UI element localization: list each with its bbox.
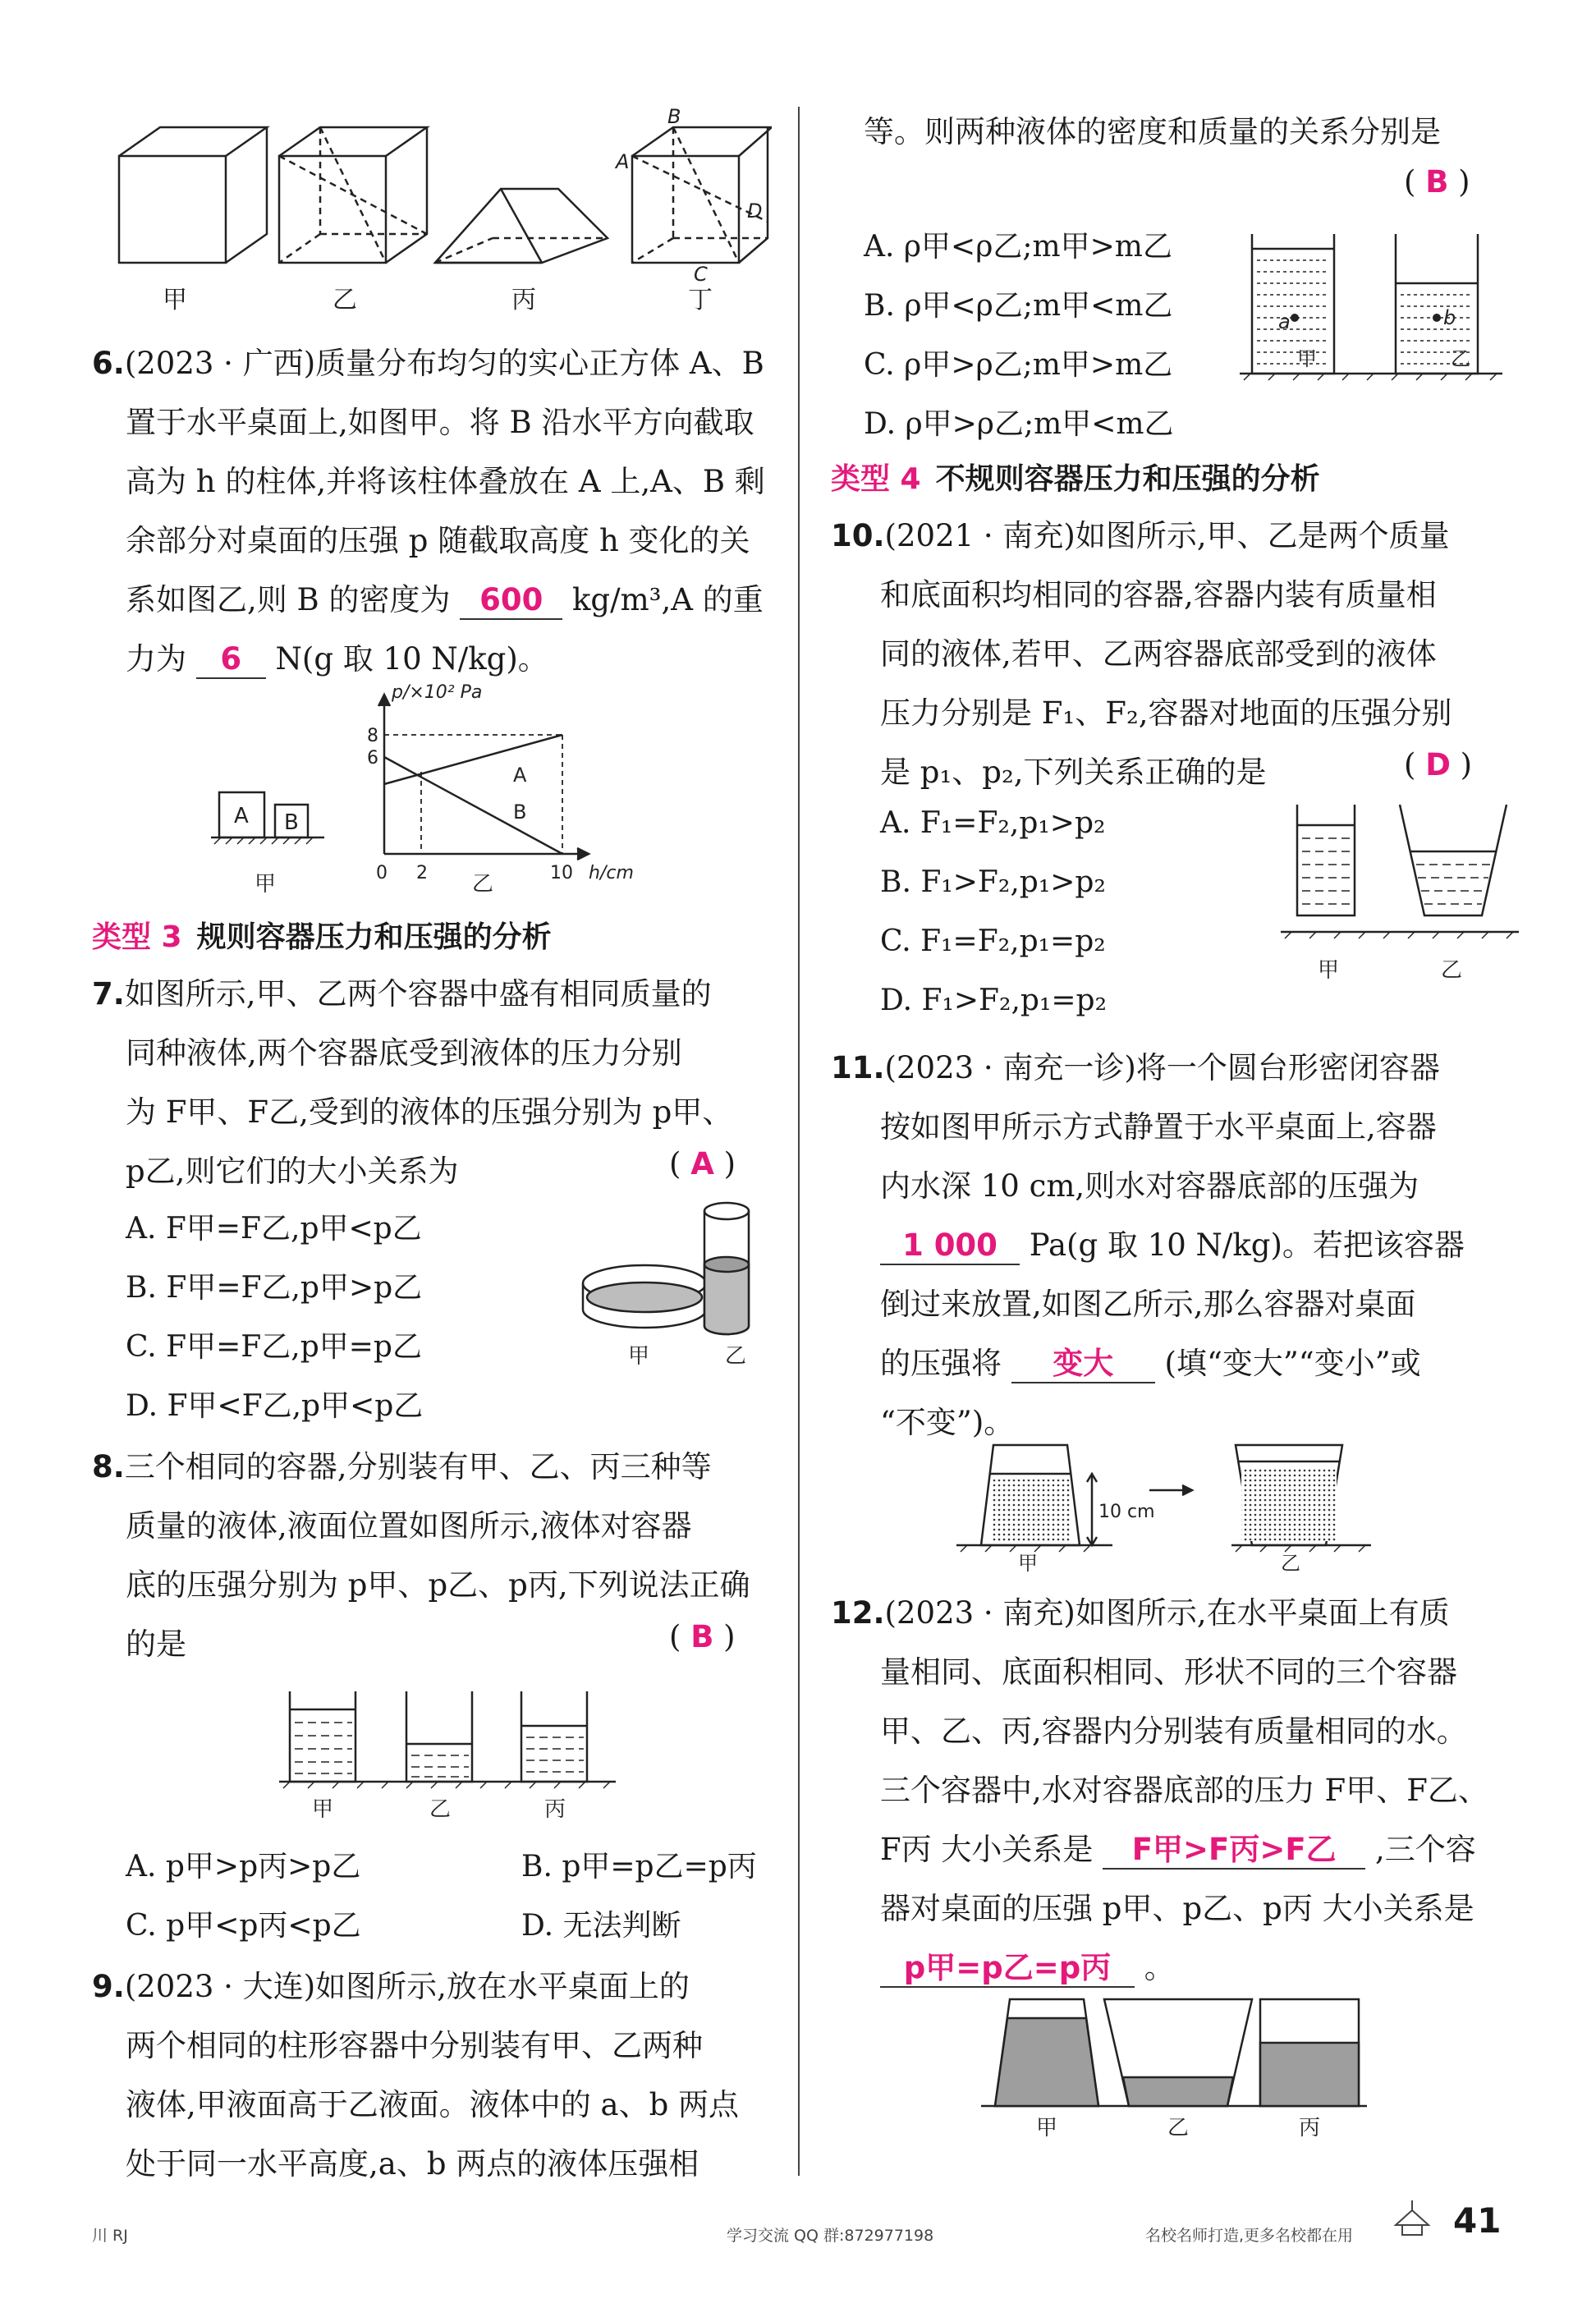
q11-line-6: [880, 1338, 1421, 1383]
q11-caption-yi: 乙: [1281, 1552, 1300, 1572]
q11-text-6a: 的压强将: [880, 1346, 1002, 1381]
q9-choice-d: D. ρ甲>ρ乙;m甲<m乙: [864, 407, 1174, 441]
q6-answer-weight: 6: [196, 641, 266, 679]
q9-point-a: a: [1278, 310, 1291, 333]
point-label-b: B: [667, 107, 681, 128]
q10-answer: D: [1425, 747, 1451, 782]
q11-text-4: Pa(g 取 10 N/kg)。若把该容器: [1029, 1227, 1465, 1263]
q9-answer: B: [1425, 164, 1449, 200]
caption-yi: 乙: [332, 286, 357, 314]
q7-choice-a: A. F甲=F乙,p甲<p乙: [126, 1212, 422, 1246]
q11-depth-label: 10 cm: [1098, 1502, 1155, 1522]
type4-heading: [831, 456, 1320, 498]
q11-line-5: 倒过来放置,如图乙所示,那么容器对桌面: [880, 1287, 1416, 1322]
q9-choice-a: A. ρ甲<ρ乙;m甲>m乙: [864, 230, 1172, 264]
q12-caption-jia: 甲: [1036, 2116, 1058, 2140]
q8-line-3: 底的压强分别为 p甲、p乙、p丙,下列说法正确: [126, 1567, 750, 1603]
type3-heading: [92, 914, 552, 956]
q10-line-1: [831, 511, 1450, 555]
q6-text-6a: 力为: [126, 641, 186, 677]
type3-tag: 类型 3: [92, 920, 182, 954]
q11-text-1: (2023 · 南充一诊)将一个圆台形密闭容器: [884, 1050, 1440, 1085]
q6-block-a: A: [234, 804, 249, 828]
q6-answer-density: 600: [460, 582, 562, 620]
q9-choice-b: B. ρ甲<ρ乙;m甲<m乙: [864, 289, 1173, 323]
q10-line-4: 压力分别是 F₁、F₂,容器对地面的压强分别: [880, 695, 1452, 731]
q8-answer: B: [690, 1619, 714, 1654]
q6-tick-2: 2: [416, 863, 428, 883]
q9-point-b: b: [1443, 306, 1456, 329]
caption-bing: 丙: [511, 286, 536, 314]
q10-caption-jia: 甲: [1318, 958, 1340, 983]
q10-text-1: (2021 · 南充)如图所示,甲、乙是两个质量: [884, 518, 1450, 553]
q7-choice-d: D. F甲<F乙,p甲<p乙: [126, 1389, 424, 1423]
q8-number: 8.: [92, 1449, 125, 1484]
q6-line-a-label: A: [513, 764, 527, 787]
q11-line-4: [880, 1220, 1465, 1265]
caption-ding: 丁: [688, 286, 713, 314]
q7-text-1: 如图所示,甲、乙两个容器中盛有相同质量的: [124, 976, 712, 1012]
q9-line-4: 处于同一水平高度,a、b 两点的液体压强相: [126, 2146, 699, 2182]
q8-figure: [275, 1675, 620, 1823]
q6-text-5: 系如图乙,则 B 的密度为: [126, 582, 451, 617]
q12-text-1: (2023 · 南充)如图所示,在水平桌面上有质: [884, 1595, 1450, 1631]
q11-line-3: 内水深 10 cm,则水对容器底部的压强为: [880, 1168, 1419, 1204]
q11-line-1: [831, 1043, 1440, 1087]
type3-title: 规则容器压力和压强的分析: [196, 920, 552, 954]
point-label-d: D: [747, 200, 763, 223]
q9-line-5: 等。则两种液体的密度和质量的关系分别是: [864, 114, 1441, 149]
q9-text-1: (2023 · 大连)如图所示,放在水平桌面上的: [124, 1969, 690, 2004]
q10-choice-d: D. F₁>F₂,p₁=p₂: [880, 984, 1108, 1017]
q12-caption-bing: 丙: [1299, 2116, 1321, 2140]
top-solids-figure: [99, 107, 772, 320]
q9-line-3: 液体,甲液面高于乙液面。液体中的 a、b 两点: [126, 2087, 740, 2122]
q12-answer-force: F甲>F丙>F乙: [1103, 1832, 1365, 1870]
q9-choice-c: C. ρ甲>ρ乙;m甲>m乙: [864, 348, 1173, 382]
q12-number: 12.: [831, 1595, 885, 1631]
q7-choice-c: C. F甲=F乙,p甲=p乙: [126, 1330, 422, 1364]
q10-caption-yi: 乙: [1441, 958, 1463, 983]
q11-answer-pressure: 1 000: [880, 1227, 1020, 1265]
q6-caption-jia: 甲: [255, 872, 277, 895]
q12-line-3: 甲、乙、丙,容器内分别装有质量相同的水。: [880, 1714, 1467, 1749]
type4-title: 不规则容器压力和压强的分析: [935, 462, 1320, 496]
q11-line-2: 按如图甲所示方式静置于水平桌面上,容器: [880, 1109, 1437, 1145]
q7-answer: A: [690, 1146, 714, 1181]
q11-text-6b: (填“变大”“变小”或: [1164, 1346, 1421, 1381]
q8-line-1: [92, 1442, 712, 1486]
q8-choice-b: B. p甲=p乙=p丙: [521, 1850, 757, 1883]
point-label-c: C: [694, 263, 708, 286]
q6-figure: [201, 681, 677, 895]
q6-x-axis-label: h/cm: [589, 863, 634, 883]
brand-logo-icon: [1387, 2192, 1437, 2241]
q6-number: 6.: [92, 346, 125, 381]
q10-line-2: 和底面积均相同的容器,容器内装有质量相: [880, 577, 1437, 613]
q7-caption-yi: 乙: [725, 1344, 747, 1369]
q6-tick-6: 6: [367, 748, 378, 769]
q10-answer-paren: ( D ): [1404, 747, 1473, 782]
q6-tick-8: 8: [367, 726, 378, 746]
q6-y-axis-label: p/×10² Pa: [392, 682, 483, 703]
q9-caption-yi: 乙: [1451, 347, 1470, 370]
q9-caption-jia: 甲: [1297, 347, 1317, 370]
q8-caption-jia: 甲: [312, 1797, 334, 1822]
q8-line-2: 质量的液体,液面位置如图所示,液体对容器: [126, 1508, 692, 1544]
q11-answer-change: 变大: [1011, 1346, 1155, 1383]
q7-figure: [579, 1195, 792, 1408]
q6-line-3: 高为 h 的柱体,并将该柱体叠放在 A 上,A、B 剩: [126, 464, 765, 499]
q10-choice-a: A. F₁=F₂,p₁>p₂: [880, 806, 1106, 840]
q12-line-2: 量相同、底面积相同、形状不同的三个容器: [880, 1654, 1457, 1690]
q12-line-7: [880, 1943, 1175, 1988]
q12-figure: [977, 1995, 1371, 2143]
q6-line-5: [126, 575, 764, 620]
q6-line-4: 余部分对桌面的压强 p 随截取高度 h 变化的关: [126, 523, 750, 558]
q6-line-b-label: B: [513, 801, 527, 824]
q7-line-4: p乙,则它们的大小关系为: [126, 1154, 459, 1189]
q6-tick-10: 10: [550, 863, 573, 883]
q9-figure: [1236, 226, 1507, 390]
q12-text-7: 。: [1144, 1950, 1175, 1985]
type4-tag: 类型 4: [831, 462, 921, 496]
q9-answer-paren: ( B ): [1404, 164, 1470, 200]
q7-choice-b: B. F甲=F乙,p甲>p乙: [126, 1271, 423, 1305]
footer-edition: 川 RJ: [92, 2227, 128, 2245]
q11-caption-jia: 甲: [1018, 1552, 1038, 1572]
q6-line-2: 置于水平桌面上,如图甲。将 B 沿水平方向截取: [126, 405, 754, 440]
q8-choice-a: A. p甲>p丙>p乙: [126, 1850, 361, 1883]
q6-tick-0: 0: [376, 863, 388, 883]
q7-answer-paren: ( A ): [669, 1146, 736, 1181]
q8-choice-d: D. 无法判断: [521, 1909, 681, 1943]
footer-slogan: 名校名师打造,更多名校都在用: [1145, 2227, 1354, 2245]
q10-line-3: 同的液体,若甲、乙两容器底部受到的液体: [880, 636, 1437, 672]
column-divider: [798, 107, 800, 2176]
q12-line-1: [831, 1588, 1450, 1632]
q8-text-1: 三个相同的容器,分别装有甲、乙、丙三种等: [124, 1449, 712, 1484]
q10-line-5: 是 p₁、p₂,下列关系正确的是: [880, 755, 1267, 790]
q7-line-1: [92, 969, 712, 1013]
q11-figure: [952, 1429, 1379, 1572]
q9-line-2: 两个相同的柱形容器中分别装有甲、乙两种: [126, 2028, 703, 2063]
q12-line-5: [880, 1824, 1476, 1870]
q6-block-b: B: [284, 810, 299, 835]
point-label-a: A: [616, 150, 630, 173]
q6-text-6b: N(g 取 10 N/kg)。: [275, 641, 548, 677]
q8-answer-paren: ( B ): [669, 1619, 736, 1654]
caption-jia: 甲: [163, 286, 187, 314]
q6-unit: kg/m³,A 的重: [572, 582, 764, 617]
q10-choice-c: C. F₁=F₂,p₁=p₂: [880, 925, 1106, 958]
q12-line-6: 器对桌面的压强 p甲、p乙、p丙 大小关系是: [880, 1891, 1474, 1926]
q8-line-4: 的是: [126, 1626, 186, 1662]
q6-caption-yi: 乙: [472, 872, 494, 895]
q6-line-6: [126, 634, 548, 679]
q8-caption-bing: 丙: [544, 1797, 566, 1822]
q12-text-5b: ,三个容: [1374, 1832, 1476, 1867]
q7-caption-jia: 甲: [628, 1344, 650, 1369]
q10-figure: [1277, 801, 1523, 993]
q7-number: 7.: [92, 976, 125, 1012]
q12-answer-pressure: p甲=p乙=p丙: [880, 1950, 1135, 1988]
q8-caption-yi: 乙: [429, 1797, 452, 1822]
q12-text-5a: F丙 大小关系是: [880, 1832, 1094, 1867]
q7-line-2: 同种液体,两个容器底受到液体的压力分别: [126, 1035, 682, 1071]
q9-number: 9.: [92, 1969, 125, 2004]
q10-number: 10.: [831, 518, 885, 553]
q6-text-1: (2023 · 广西)质量分布均匀的实心正方体 A、B: [124, 346, 764, 381]
q8-choice-c: C. p甲<p丙<p乙: [126, 1909, 361, 1943]
q7-line-3: 为 F甲、F乙,受到的液体的压强分别为 p甲、: [126, 1094, 733, 1130]
q6-line-1: [92, 338, 764, 383]
q12-caption-yi: 乙: [1167, 2116, 1190, 2140]
q11-line-7: “不变”)。: [880, 1405, 1015, 1440]
page-number: 41: [1453, 2200, 1502, 2241]
q9-line-1: [92, 1961, 690, 2006]
footer-qq-group: 学习交流 QQ 群:872977198: [727, 2227, 934, 2245]
q10-choice-b: B. F₁>F₂,p₁>p₂: [880, 865, 1106, 899]
q12-line-4: 三个容器中,水对容器底部的压力 F甲、F乙、: [880, 1773, 1488, 1808]
q11-number: 11.: [831, 1050, 885, 1085]
